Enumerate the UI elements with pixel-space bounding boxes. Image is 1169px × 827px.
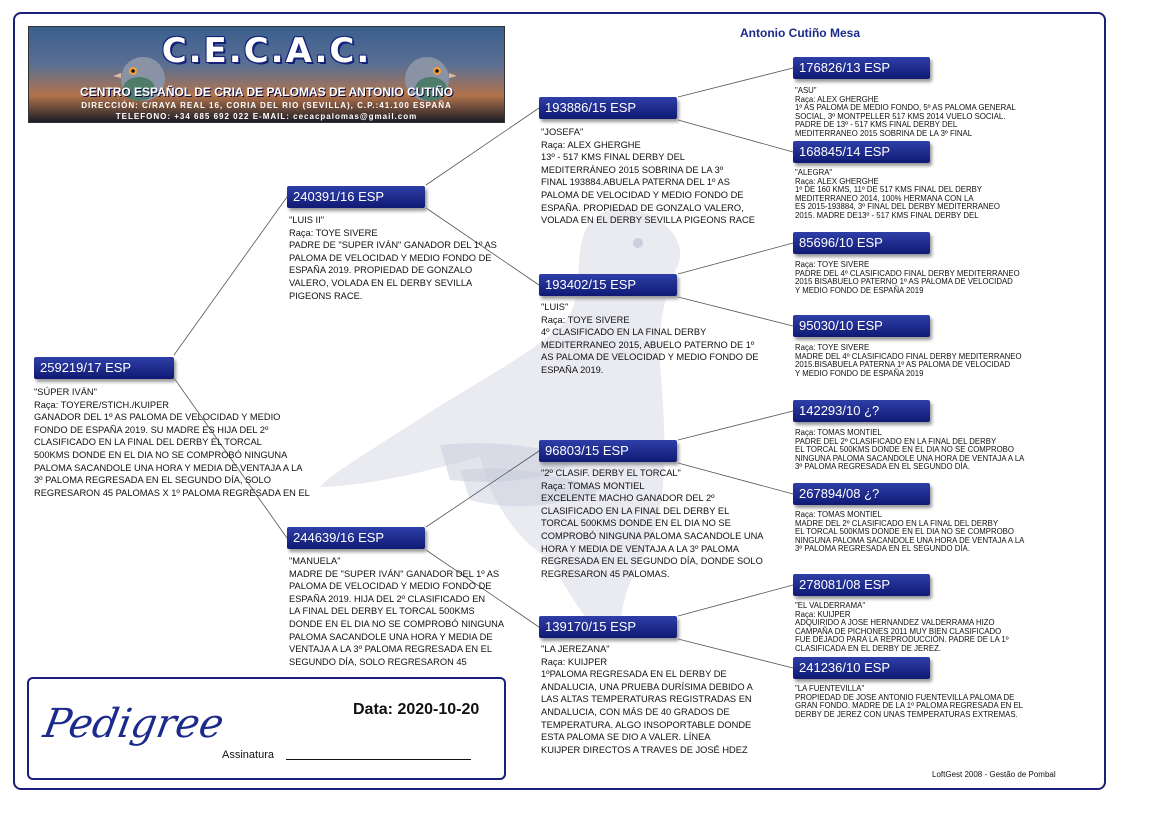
- ggp-3-ring[interactable]: 85696/10 ESP: [793, 232, 930, 254]
- software-footer: LoftGest 2008 - Gestão de Pombal: [932, 770, 1056, 779]
- granddam-maternal-ring[interactable]: 139170/15 ESP: [539, 616, 677, 638]
- ggp-1-ring[interactable]: 176826/13 ESP: [793, 57, 930, 79]
- ggp-4-info: Raça: TOYE SIVERE MADRE DEL 4º CLASIFICADO FINAL DERBY MEDITERRANEO 2015.BISABUELA PATERNA 1º AS PALOMA DE VELOCIDAD Y MEDIO FONDO DE ESPAÑA 2019: [795, 343, 1022, 378]
- signature-line[interactable]: [286, 759, 471, 760]
- banner-title: C.E.C.A.C.: [161, 31, 372, 71]
- ggp-4-ring[interactable]: 95030/10 ESP: [793, 315, 930, 337]
- grandsire-paternal-info: "JOSEFA" Raça: ALEX GHERGHE 13º - 517 KMS FINAL DERBY DEL MEDITERRÁNEO 2015 SOBRINA DE LA 3º FINAL 193884.ABUELA PATERNA DEL 1º AS PALOMA DE VELOCIDAD Y MEDIO FONDO DE ESPAÑA. PROPIEDAD DE GONZALO VALERO, VOLADA EN EL DERBY SEVILLA PIGEONS RACE: [541, 127, 755, 226]
- ggp-6-ring[interactable]: 267894/08 ¿?: [793, 483, 930, 505]
- ggp-7-ring[interactable]: 278081/08 ESP: [793, 574, 930, 596]
- ggp-5-ring[interactable]: 142293/10 ¿?: [793, 400, 930, 422]
- sire-info: "LUIS II" Raça: TOYE SIVERE PADRE DE "SUPER IVÁN" GANADOR DEL 1º AS PALOMA DE VELOCIDAD Y MEDIO FONDO DE ESPAÑA 2019. PROPIEDAD DE GONZALO VALERO, VOLADA EN EL DERBY SEVILLA PIGEONS RACE.: [289, 215, 497, 301]
- owner-name: Antonio Cutiño Mesa: [740, 26, 860, 40]
- granddam-maternal-info: "LA JEREZANA" Raça: KUIJPER 1ºPALOMA REGRESADA EN EL DERBY DE ANDALUCIA, UNA PRUEBA DURÍSIMA DEBIDO A LAS ALTAS TEMPERATURAS REGISTRADAS EN ANDALUCIA, CON MÁS DE 40 GRADOS DE TEMPERATURA. ALGO INSOPORTABLE DONDE ESTA PALOMA SE DIO A VALER. LÍNEA KUIJPER DIRECTOS A TRAVES DE JOSÉ HDEZ: [541, 644, 753, 755]
- subject-ring[interactable]: 259219/17 ESP: [34, 357, 174, 379]
- granddam-paternal-info: "LUIS" Raça: TOYE SIVERE 4º CLASIFICADO EN LA FINAL DERBY MEDITERRANEO 2015, ABUELO PATERNO DE 1º AS PALOMA DE VELOCIDAD Y MEDIO FONDO DE ESPAÑA 2019.: [541, 302, 759, 375]
- granddam-paternal-ring[interactable]: 193402/15 ESP: [539, 274, 677, 296]
- grandsire-maternal-ring[interactable]: 96803/15 ESP: [539, 440, 677, 462]
- ggp-8-info: "LA FUENTEVILLA" PROPIEDAD DE JOSE ANTONIO FUENTEVILLA PALOMA DE GRAN FONDO. MADRE DE LA 1º PALOMA REGRESADA EN EL DERBY DE JEREZ CON UNAS TEMPERATURAS EXTREMAS.: [795, 684, 1024, 719]
- pedigree-logo: Pedigree: [39, 701, 228, 747]
- banner-subtitle: CENTRO ESPAÑOL DE CRIA DE PALOMAS DE ANTONIO CUTIÑO: [80, 85, 453, 99]
- ggp-5-info: Raça: TOMAS MONTIEL PADRE DEL 2º CLASIFICADO EN LA FINAL DEL DERBY EL TORCAL 500KMS DONDE EN EL DIA NO SE COMPROBO NINGUNA PALOMA SACANDOLE UNA HORA DE VENTAJA A LA 3º PALOMA REGRESADA EN EL SEGUNDO DÍA.: [795, 428, 1025, 472]
- pedigree-date: Data: 2020-10-20: [353, 701, 480, 718]
- ggp-7-info: "EL VALDERRAMA" Raça: KUIJPER ADQUIRIDO A JOSE HERNANDEZ VALDERRAMA HIZO CAMPAÑA DE PICHONES 2011 MUY BIEN CLASIFICADO FUE DEJADO PARA LA REPRODUCCIÓN. PADRE DE LA 1º CLASIFICADA EN EL DERBY DE JEREZ.: [795, 601, 1009, 653]
- sire-ring[interactable]: 240391/16 ESP: [287, 186, 425, 208]
- ggp-1-info: "ASU" Raça: ALEX GHERGHE 1º AS PALOMA DE MEDIO FONDO, 5º AS PALOMA GENERAL SOCIAL, 3º MONTPELLER 517 KMS 2014 VUELO SOCIAL. PADRE DE 13º - 517 KMS FINAL DERBY DEL MEDITERRANEO 2015 SOBRINA DE LA 3º FINAL: [795, 86, 1016, 138]
- signature-label: Assinatura: [222, 749, 274, 761]
- ggp-3-info: Raça: TOYE SIVERE PADRE DEL 4º CLASIFICADO FINAL DERBY MEDITERRANEO 2015 BISABUELO PATERNO 1º AS PALOMA DE VELOCIDAD Y MEDIO FONDO DE ESPAÑA 2019: [795, 260, 1020, 295]
- grandsire-maternal-info: "2º CLASIF. DERBY EL TORCAL" Raça: TOMAS MONTIEL EXCELENTE MACHO GANADOR DEL 2º CLASIFICADO EN LA FINAL DEL DERBY EL TORCAL 500KMS DONDE EN EL DIA NO SE COMPROBÓ NINGUNA PALOMA SACANDOLE UNA HORA Y MEDIA DE VENTAJA A LA 3º PALOMA REGRESADA EN EL SEGUNDO DÍA, DONDE SOLO REGRESARON 45 PALOMAS.: [541, 468, 764, 579]
- signature-box: [27, 677, 506, 780]
- banner-address: DIRECCIÓN: C/RAYA REAL 16, CORIA DEL RIO (SEVILLA), C.P.:41.100 ESPAÑA: [81, 101, 452, 110]
- ggp-8-ring[interactable]: 241236/10 ESP: [793, 657, 930, 679]
- dam-ring[interactable]: 244639/16 ESP: [287, 527, 425, 549]
- dam-info: "MANUELA" MADRE DE "SUPER IVÁN" GANADOR DEL 1º AS PALOMA DE VELOCIDAD Y MEDIO FONDO DE ESPAÑA 2019. HIJA DEL 2º CLASIFICADO EN LA FINAL DEL DERBY EL TORCAL 500KMS DONDE EN EL DIA NO SE COMPROBÓ NINGUNA PALOMA SACANDOLE UNA HORA Y MEDIA DE VENTAJA A LA 3º PALOMA REGRESADA EN EL SEGUNDO DÍA, SOLO REGRESARON 45: [289, 556, 505, 667]
- ggp-2-info: "ALEGRA" Raça: ALEX GHERGHE 1º DE 160 KMS, 11º DE 517 KMS FINAL DEL DERBY MEDITERRANEO 2014, 100% HERMANA CON LA ES 2015-193884, 3º FINAL DEL DERBY MEDITERRANEO 2015. MADRE DE13º - 517 KMS FINAL DERBY DEL: [795, 168, 1000, 220]
- grandsire-paternal-ring[interactable]: 193886/15 ESP: [539, 97, 677, 119]
- ggp-2-ring[interactable]: 168845/14 ESP: [793, 141, 930, 163]
- ggp-6-info: Raça: TOMAS MONTIEL MADRE DEL 2º CLASIFICADO EN LA FINAL DEL DERBY EL TORCAL 500KMS DONDE EN EL DIA NO SE COMPROBO NINGUNA PALOMA SACANDOLE UNA HORA DE VENTAJA A LA 3º PALOMA REGRESADA EN EL SEGUNDO DÍA.: [795, 510, 1025, 554]
- banner-contact: TELEFONO: +34 685 692 022 E-MAIL: cecacpalomas@gmail.com: [115, 112, 418, 121]
- subject-info: "SÚPER IVÁN" Raça: TOYERE/STICH./KUIPER GANADOR DEL 1º AS PALOMA DE VELOCIDAD Y MEDIO FONDO DE ESPAÑA 2019. SU MADRE ES HIJA DEL 2º CLASIFICADO EN LA FINAL DEL DERBY EL TORCAL 500KMS DONDE EN EL DIA NO SE COMPROBÓ NINGUNA PALOMA SACANDOLE UNA HORA Y MEDIA DE VENTAJA A LA 3º PALOMA REGRESADA EN EL SEGUNDO DÍA, SOLO REGRESARON 45 PALOMAS X 1º PALOMA REGRESADA EN EL: [34, 387, 310, 498]
